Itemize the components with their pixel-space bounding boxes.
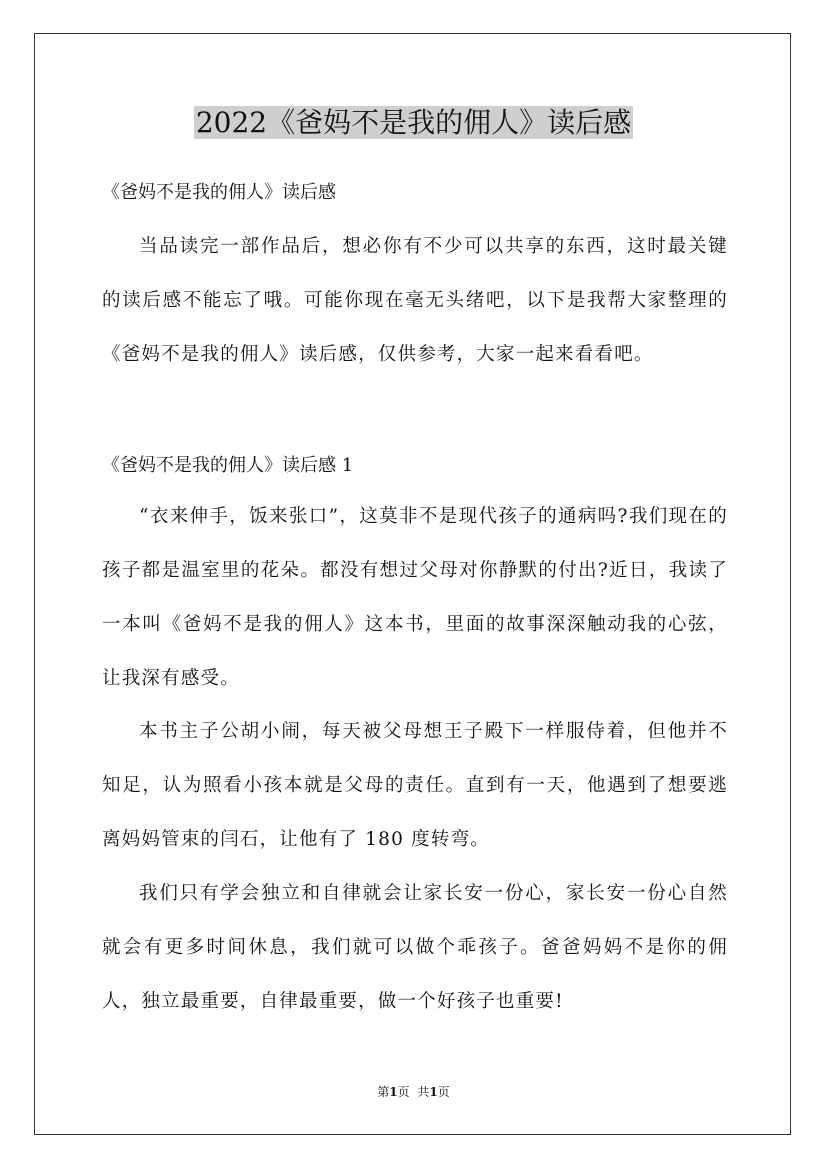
footer-total-suffix: 页 <box>437 1085 450 1099</box>
footer-page-prefix: 第 <box>377 1085 390 1099</box>
footer-total-pages: 1 <box>429 1085 438 1099</box>
body-paragraph-1: “衣来伸手，饭来张口”，这莫非不是现代孩子的通病吗?我们现在的孩子都是温室里的花朵。都没有想过父母对你静默的付出?近日，我读了一本叫《爸妈不是我的佣人》这本书，里面的故事深深触动我的心弦，让我深有感受。 <box>102 506 728 689</box>
document-title <box>0 103 827 143</box>
footer-page-suffix: 页 <box>397 1085 410 1099</box>
body-paragraph-2: 本书主子公胡小闹，每天被父母想王子殿下一样服侍着，但他并不知足，认为照看小孩本就是父母的责任。直到有一天，他遇到了想要逃离妈妈管束的闫石，让他有了 180 度转弯。 <box>102 721 728 850</box>
footer-page-number: 1 <box>389 1085 398 1099</box>
footer-total-prefix: 共 <box>417 1085 430 1099</box>
intro-heading: 《爸妈不是我的佣人》读后感 <box>102 182 336 203</box>
essay-heading: 《爸妈不是我的佣人》读后感 1 <box>102 455 354 476</box>
body-paragraph-3: 我们只有学会独立和自律就会让家长安一份心，家长安一份心自然就会有更多时间休息，我们就可以做个乖孩子。爸爸妈妈不是你的佣人，独立最重要，自律最重要，做一个好孩子也重要! <box>102 883 728 1012</box>
document-title-text: 2022《爸妈不是我的佣人》读后感 <box>195 106 632 139</box>
intro-paragraph: 当品读完一部作品后，想必你有不少可以共享的东西，这时最关键的读后感不能忘了哦。可能你现在毫无头绪吧，以下是我帮大家整理的《爸妈不是我的佣人》读后感，仅供参考，大家一起来看看吧。 <box>102 236 728 365</box>
page-footer <box>0 1083 827 1101</box>
